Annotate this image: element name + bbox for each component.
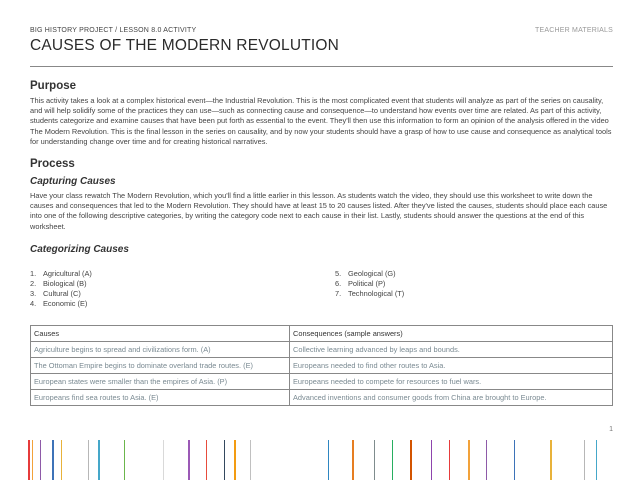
decor-bar (514, 440, 515, 480)
purpose-heading: Purpose (30, 80, 77, 92)
teacher-materials-label: TEACHER MATERIALS (535, 27, 613, 34)
causes-column-header: Causes (31, 325, 290, 341)
decor-bar (163, 440, 164, 480)
list-item (335, 279, 404, 289)
category-list-right (335, 269, 404, 309)
list-number: 2. (30, 278, 37, 288)
decor-bar (468, 440, 470, 480)
list-number: 4. (30, 298, 37, 308)
decor-bar (88, 440, 89, 480)
list-item (30, 269, 335, 279)
category-list-left (30, 269, 335, 309)
decor-bar (206, 440, 207, 480)
page-title: CAUSES OF THE MODERN REVOLUTION (30, 37, 340, 54)
list-number: 5. (335, 268, 342, 278)
cause-cell: Europeans find sea routes to Asia. (E) (31, 389, 290, 405)
decor-bar (32, 440, 33, 480)
list-number: 1. (30, 268, 37, 278)
list-label: Geological (G) (348, 268, 396, 278)
capturing-causes-text: Have your class rewatch The Modern Revolution, which you'll find a little earlier in this lesson. As students watch the video, they should use this worksheet to write down the causes and consequences that led to the Modern Revolution. They should have at least 15 to 20 causes listed. After they've listed the causes, students should place each cause into one of the following descriptive categories, by writing the category code next to each cause in their list. Lastly, students should answer the questions at the end of this worksheet. (30, 191, 608, 231)
decor-bar (449, 440, 450, 480)
purpose-text: This activity takes a look at a complex historical event—the Industrial Revolution. This is the most complicated event that students will analyze as part of the series on causality, and will help solidify some of the practices they can use—such as connecting cause and consequence—to understand how events over time are related. As part of this activity, students categorize and examine causes that have been put forth as essential to the event. They'll then use this information to form an opinion of the analysis offered in the video The Modern Revolution. This is the final lesson in the series on causality, and by now your students should have a grasp of how to use cause and consequence as analytical tools for understanding change over time and for creating historical narratives. (30, 96, 612, 146)
decorative-color-bars (28, 440, 613, 480)
process-heading: Process (30, 158, 75, 171)
list-label: Agricultural (A) (43, 268, 92, 278)
category-lists (30, 269, 613, 309)
decor-bar (431, 440, 432, 480)
header-divider (30, 66, 613, 67)
table-header-row (31, 325, 613, 341)
cause-cell: Agriculture begins to spread and civilizations form. (A) (31, 341, 290, 357)
list-label: Economic (E) (43, 298, 88, 308)
cause-cell: European states were smaller than the empires of Asia. (P) (31, 373, 290, 389)
decor-bar (234, 440, 236, 480)
categorizing-causes-heading: Categorizing Causes (30, 243, 129, 255)
list-item (335, 289, 404, 299)
decor-bar (224, 440, 225, 480)
decor-bar (374, 440, 375, 480)
header (30, 27, 613, 55)
cause-cell: The Ottoman Empire begins to dominate overland trade routes. (E) (31, 357, 290, 373)
list-label: Cultural (C) (43, 288, 81, 298)
decor-bar (352, 440, 354, 480)
list-number: 3. (30, 288, 37, 298)
capturing-causes-heading: Capturing Causes (30, 176, 116, 188)
consequence-cell: Europeans needed to compete for resources to fuel wars. (290, 373, 613, 389)
breadcrumb: BIG HISTORY PROJECT / LESSON 8.0 ACTIVITY (30, 27, 197, 34)
page-number: 1 (609, 426, 613, 433)
decor-bar (392, 440, 393, 480)
decor-bar (52, 440, 54, 480)
list-item (30, 279, 335, 289)
list-item (30, 299, 335, 309)
consequence-cell: Europeans needed to find other routes to Asia. (290, 357, 613, 373)
decor-bar (98, 440, 100, 480)
causes-consequences-table (30, 325, 613, 406)
list-item (30, 289, 335, 299)
decor-bar (410, 440, 412, 480)
decor-bar (124, 440, 125, 480)
table-row (31, 373, 613, 389)
decor-bar (188, 440, 190, 480)
table-row (31, 389, 613, 405)
list-label: Technological (T) (348, 288, 405, 298)
main-content (30, 80, 613, 406)
list-number: 6. (335, 278, 342, 288)
decor-bar (250, 440, 251, 480)
list-label: Biological (B) (43, 278, 87, 288)
decor-bar (584, 440, 585, 480)
list-item (335, 269, 404, 279)
decor-bar (28, 440, 30, 480)
decor-bar (40, 440, 41, 480)
table-row (31, 357, 613, 373)
table-row (31, 341, 613, 357)
list-label: Political (P) (348, 278, 386, 288)
decor-bar (61, 440, 62, 480)
consequence-cell: Advanced inventions and consumer goods from China are brought to Europe. (290, 389, 613, 405)
decor-bar (596, 440, 597, 480)
consequence-cell: Collective learning advanced by leaps and bounds. (290, 341, 613, 357)
decor-bar (550, 440, 552, 480)
consequences-column-header: Consequences (sample answers) (290, 325, 613, 341)
decor-bar (486, 440, 487, 480)
list-number: 7. (335, 288, 342, 298)
decor-bar (328, 440, 329, 480)
